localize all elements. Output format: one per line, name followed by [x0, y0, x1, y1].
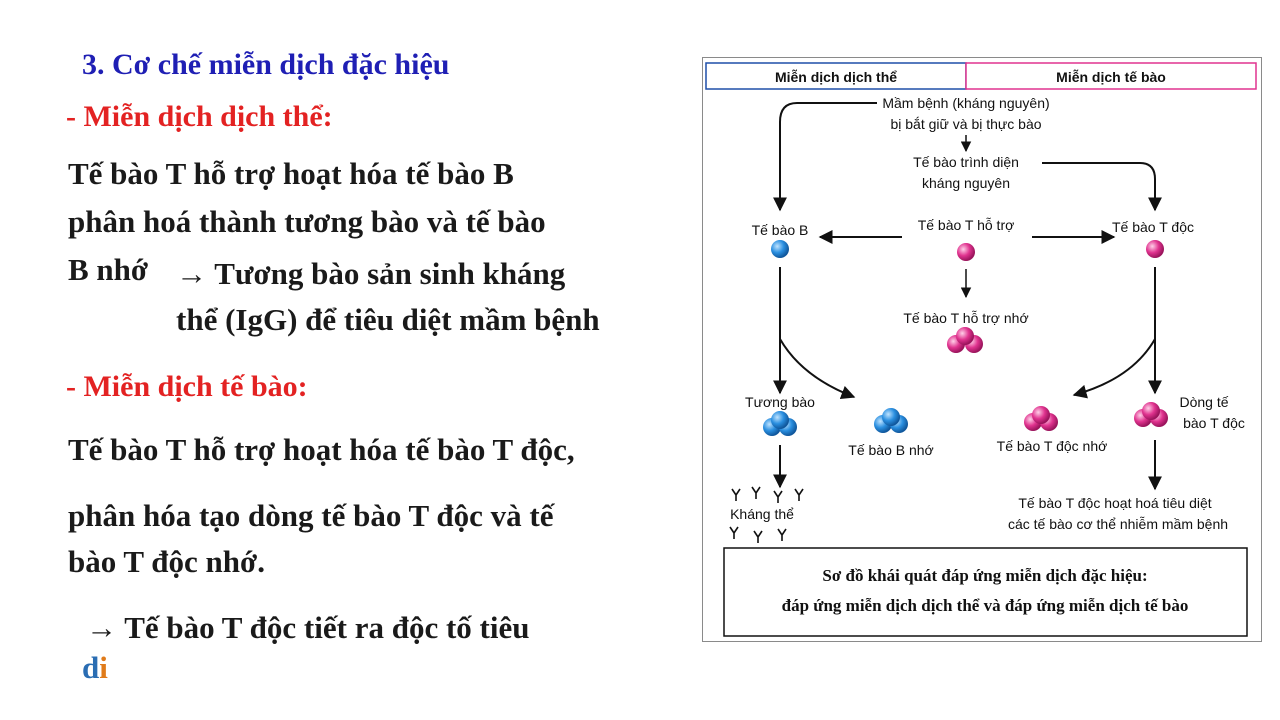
kill-label-line-1: Tế bào T độc hoạt hoá tiêu diệt	[1018, 495, 1212, 511]
cellular-arrow-line-1: → Tế bào T độc tiết ra độc tố tiêu	[86, 610, 530, 645]
humoral-line-2: phân hoá thành tương bào và tế bào	[68, 204, 546, 239]
truncated-text	[82, 650, 108, 686]
caption-box	[724, 548, 1247, 636]
antigen-label-line-1: Mầm bệnh (kháng nguyên)	[882, 95, 1050, 111]
immune-response-diagram	[702, 57, 1262, 642]
antigen-label-line-2: bị bắt giữ và bị thực bào	[890, 116, 1042, 132]
cytotoxic-t-icon	[1146, 240, 1164, 258]
humoral-line-3: B nhớ	[68, 252, 149, 287]
cytotoxic-t-label: Tế bào T độc	[1112, 219, 1194, 235]
cellular-line-1: Tế bào T hỗ trợ hoạt hóa tế bào T độc,	[68, 432, 575, 467]
helper-t-label: Tế bào T hỗ trợ	[917, 217, 1015, 233]
memory-helper-t-label: Tế bào T hỗ trợ nhớ	[903, 310, 1029, 326]
caption-line-1: Sơ đồ khái quát đáp ứng miễn dịch đặc hiệu:	[822, 566, 1148, 585]
caption-line-2: đáp ứng miễn dịch dịch thể và đáp ứng miễn dịch tế bào	[781, 596, 1189, 615]
kill-label-line-2: các tế bào cơ thể nhiễm mầm bệnh	[1007, 516, 1229, 532]
helper-t-icon	[957, 243, 975, 261]
memory-cytotoxic-t-label: Tế bào T độc nhớ	[996, 438, 1108, 454]
b-cell-icon	[771, 240, 789, 258]
b-cell-label: Tế bào B	[751, 222, 809, 238]
cellular-line-3: bào T độc nhớ.	[68, 544, 265, 579]
truncated-letter-i: i	[99, 650, 108, 685]
clone-label-line-2: bào T độc	[1183, 415, 1245, 431]
humoral-line-1: Tế bào T hỗ trợ hoạt hóa tế bào B	[68, 156, 514, 191]
antibody-label: Kháng thể	[730, 506, 794, 522]
humoral-arrow-line-1: → Tương bào sản sinh kháng	[176, 256, 566, 291]
header-left-label: Miễn dịch dịch thể	[774, 69, 898, 85]
header-right-label: Miễn dịch tế bào	[1056, 69, 1166, 85]
truncated-letter-d: d	[82, 650, 100, 685]
plasma-cell-label: Tương bào	[745, 394, 815, 410]
cellular-line-2: phân hóa tạo dòng tế bào T độc và tế	[68, 498, 554, 533]
cellular-heading: - Miễn dịch tế bào:	[66, 370, 308, 403]
memory-b-label: Tế bào B nhớ	[848, 442, 934, 458]
slide-title: 3. Cơ chế miễn dịch đặc hiệu	[82, 48, 450, 81]
clone-label-line-1: Dòng tế	[1179, 394, 1229, 410]
humoral-heading: - Miễn dịch dịch thể:	[66, 100, 333, 133]
humoral-arrow-line-2: thể (IgG) để tiêu diệt mầm bệnh	[176, 302, 600, 337]
apc-label-line-1: Tế bào trình diện	[913, 154, 1019, 170]
apc-label-line-2: kháng nguyên	[922, 175, 1010, 191]
